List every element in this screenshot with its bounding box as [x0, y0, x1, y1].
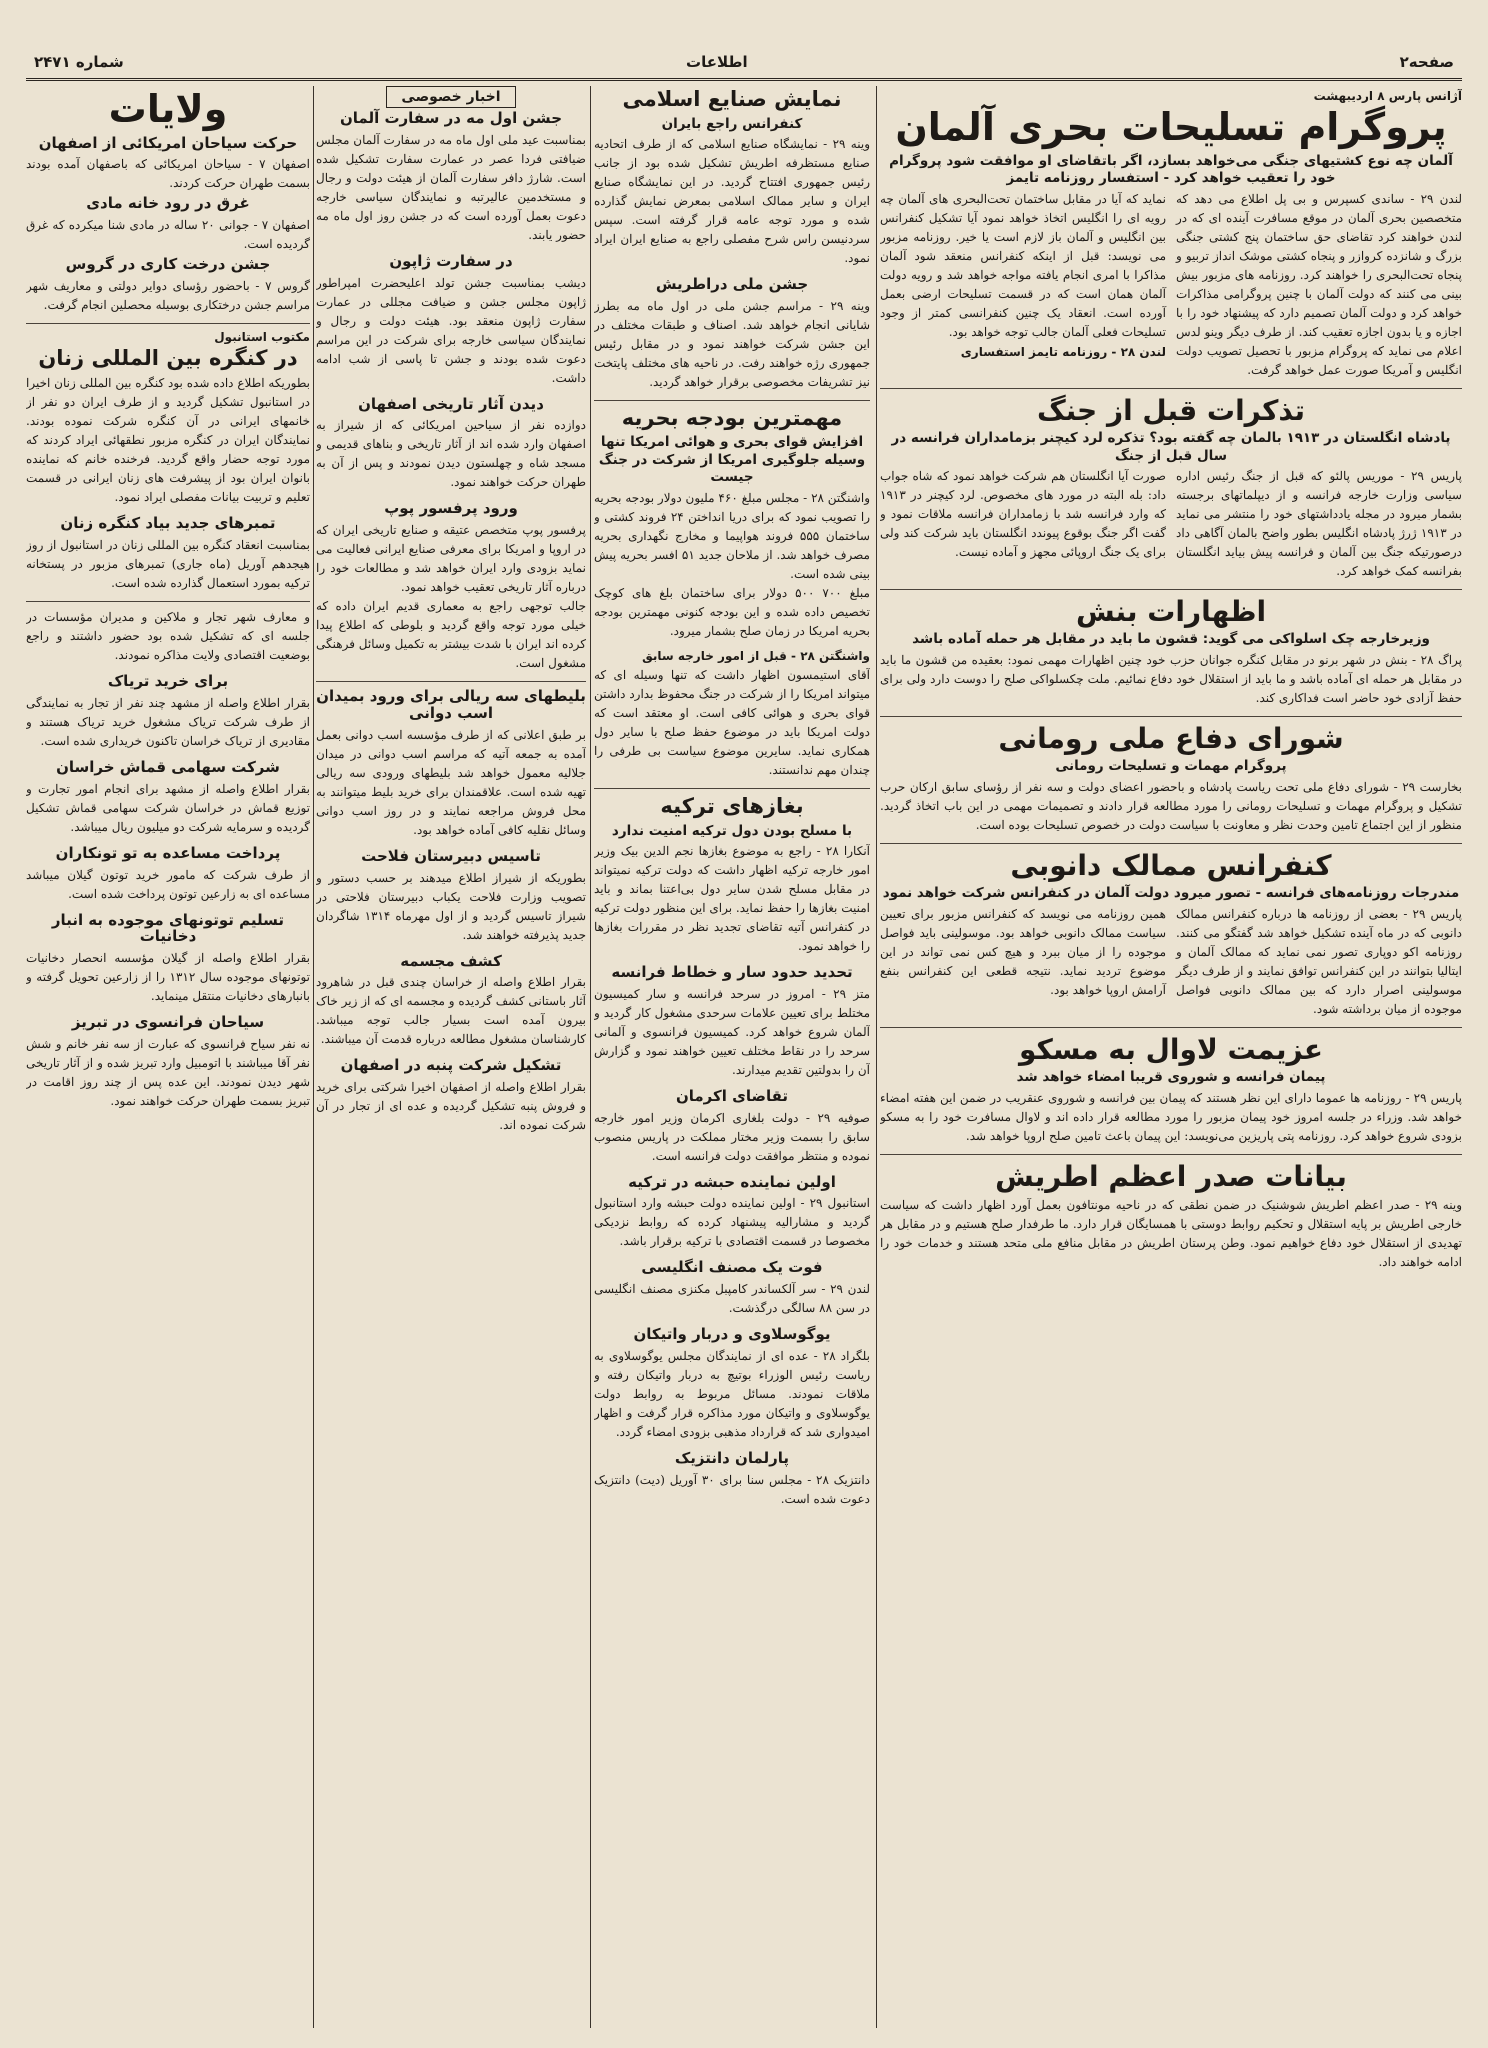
headline: تذکرات قبل از جنگ — [1036, 393, 1306, 427]
article-columns — [880, 467, 1462, 581]
headline: در سفارت ژاپون — [389, 251, 513, 270]
article-romania — [880, 723, 1462, 835]
subheadline: وزیرخارجه چک اسلواکی می گوید: قشون ما باید در مقابل هر حمله آماده باشد — [912, 631, 1430, 648]
article-body: نماید که آیا در مقابل ساختمان تحت‌البحری های آلمان چه رویه ای را انگلیس اتخاذ خواهد نمود آیا تشکیل کنفرانس بین انگلیس و آلمان باز لازم است یا خیر. روزنامه مزبور می نویسد: قبل از اینکه کنفرانس منعقد شود آلمان مذاکرا با امری انجام یافته مواجه خواهد شد و رویه دولت آلمان همان است که در قسمت تسلیحات ارضی بعمل آورده است. انعقاد یک چنین کنفرانسی کمتر از وجود تسلیحات فعلی آلمان جالب توجه خواهد بود. — [880, 191, 1166, 339]
article-body: دانتزیک ۲۸ - مجلس سنا برای ۳۰ آوریل (دیت) دانتزیک دعوت شده است. — [594, 1472, 870, 1506]
article-obituary — [594, 1259, 870, 1318]
article-straits — [594, 795, 870, 956]
article-body: وینه ۲۹ - نمایشگاه صنایع اسلامی که از طرف اتحادیه صنایع مستظرفه اطریش تشکیل شده بود از جانب رئیس جمهوری افتتاح گردید. در این نمایشگاه صنایع ایران و سایر ممالک اسلامی بمعرض نمایش گذارده شده و مورد توجه عامه قرار گرفته است. سپس سردنیسن راس شرح مفصلی راجع به صنایع ایران ایراد نمود. — [594, 137, 870, 266]
article-german-embassy — [316, 110, 586, 245]
article-horse-race — [316, 688, 586, 840]
article-body: دوازده نفر از سیاحین امریکائی که از شیراز به اصفهان وارد شده اند از آثار تاریخی و بناهای قدیمی و مسجد شاه و چهلستون دیدن نمودند و پس از آن به طهران حرکت خواهند نمود. — [316, 418, 586, 490]
headline: جشن درخت کاری در گروس — [65, 255, 271, 274]
column-rule — [590, 86, 591, 2028]
article-body: پرفسور پوپ متخصص عتیقه و صنایع تاریخی ایران که در اروپا و امریکا برای معرفی صنایع ایرانی فعالیت می نماید بزودی وارد ایران خواهد شد و مطالعات خود را درباره آثار تاریخی تعقیب خواهد نمود. — [316, 523, 586, 595]
newspaper-name: اطلاعات — [686, 53, 748, 71]
article-opium — [26, 673, 310, 751]
article-body: دیشب بمناسبت جشن تولد اعلیحضرت امپراطور ژاپون مجلس جشن و ضیافت مجللی در عمارت سفارت ژاپون منعقد بود. هیئت دولت و رجال و نمایندگان سیاسی خارجه برای شرکت در این مراسم دعوت شده بودند و جشن تا پاسی از شب ادامه داشت. — [316, 275, 586, 385]
subheadline: پادشاه انگلستان در ۱۹۱۳ بالمان چه گفته بود؟ تذکره لرد کیچنر بزمامداران فرانسه در سال قبل از جنگ — [891, 430, 1451, 464]
headline: برای خرید تریاک — [107, 672, 229, 691]
divider — [880, 1027, 1462, 1028]
article-danzig — [594, 1450, 870, 1509]
article-body: اصفهان ۷ - سیاحان امریکائی که باصفهان آمده بودند بسمت طهران حرکت کردند. — [26, 157, 310, 191]
issue-number: شماره ۲۴۷۱ — [34, 53, 124, 71]
headline: شرکت سهامی قماش خراسان — [56, 758, 280, 777]
article-body: پراگ ۲۸ - بنش در شهر برنو در مقابل کنگره جوانان حزب خود چنین اظهارات مهمی نمود: بعقیده من قشون ما باید در مقابل هر حمله ای آماده باشد و ما باید از استقلال خود دفاع نمائیم. ملت چکسلواکی صلح را دوست دارد ولی برای حفظ آزادی خود حاضر است فداکاری کند. — [880, 653, 1462, 705]
article-body: آقای استیمسون اظهار داشت که تنها وسیله ای که میتواند امریکا را از شرکت در جنگ محفوظ بدارد داشتن قوای بحری و هوائی کافی است. او معتقد است که دولت امریکا باید در موضوع حفظ صلح با سایر دول همکاری نماید. سایرین موضوع سیاست بی طرفی را چندان مهم ندانستند. — [594, 668, 870, 778]
headline: فوت یک مصنف انگلیسی — [641, 1258, 823, 1277]
article-body: بخارست ۲۹ - شورای دفاع ملی تحت ریاست پادشاه و باحضور اعضای دولت و سه نفر از رؤسای سابق ارکان حرب تشکیل و پروگرام مهمات و تسلیحات رومانی را مورد مطالعه قرار دادند و تصمیمات مهمی در این باب اتخاذ گردید. منظور از این اجتماع تامین وحدت نظر و معاونت با سیاست دولت در خصوص تسلیحات بوده است. — [880, 779, 1462, 832]
article-japan-embassy — [316, 253, 586, 388]
article-body: اصفهان ۷ - جوانی ۲۰ ساله در مادی شنا میکرده که غرق گردیده است. — [26, 218, 310, 252]
headline: مهمترین بودجه بحریه — [621, 405, 843, 430]
article-body: بقرار اطلاع واصله از مشهد برای انجام امور تجارت و توزیع قماش در خراسان شرکت سهامی قماش تشکیل گردیده و سرمایه شرکت دو میلیون ریال میباشد. — [26, 781, 310, 834]
headline: عزیمت لاوال به مسکو — [1018, 1032, 1324, 1066]
divider — [880, 843, 1462, 844]
divider — [26, 323, 310, 324]
article-body: جالب توجهی راجع به معماری قدیم ایران داده که خیلی مورد توجه واقع گردید و بلوطی که اطلاع پیدا کرده اند ایران با شدت بیشتر به تکمیل وسائل فرهنگی مشغول است. — [316, 599, 586, 671]
column-rule — [876, 86, 877, 2028]
headline: بیانات صدر اعظم اطریش — [995, 1159, 1347, 1193]
headline: کشف مجسمه — [400, 951, 502, 970]
column-3 — [316, 86, 586, 2028]
dateline: واشنگتن ۲۸ - قبل از امور خارجه سابق — [642, 649, 870, 664]
article-body: بقرار اطلاع واصله از مشهد چند نفر از تجار به نمایندگی از طرف شرکت تریاک مشغول خرید تریاک هستند و مقادیری از تریاک خراسان تاکنون خریداری شده است. — [26, 696, 310, 749]
headline: یوگوسلاوی و دربار واتیکان — [633, 1325, 831, 1344]
subheadline: افزایش قوای بحری و هوائی امریکا تنها وسیله جلوگیری امریکا از شرکت در جنگ جیست — [598, 434, 866, 486]
byline: لندن ۲۸ - روزنامه تایمز استفساری — [960, 344, 1166, 359]
article-cloth-company — [26, 759, 310, 837]
masthead — [26, 50, 1462, 81]
article-body: بقرار اطلاع واصله از خراسان چندی قبل در شاهرود آثار باستانی کشف گردیده و مجسمه ای که از زیر خاک بیرون آمده است بسیار جالب توجه میباشد. کارشناسان مشغول مطالعه درباره قدمت آن میباشند. — [316, 975, 586, 1047]
headline: کنفرانس ممالک دانوبی — [1010, 848, 1332, 882]
subheadline: پروگرام مهمات و تسلیحات رومانی — [1055, 758, 1287, 775]
divider — [594, 400, 870, 401]
divider — [26, 601, 310, 602]
article-tabriz-tourists — [26, 1014, 310, 1111]
article-body: بطوریکه از شیراز اطلاع میدهند بر حسب دستور و تصویب وزارت فلاحت یکباب دبیرستان فلاحتی در شیراز تاسیس گردید و از اول مهرماه ۱۳۱۴ شاگردان جدید پذیرفته خواهند شد. — [316, 870, 586, 942]
column-2 — [594, 86, 870, 2028]
divider — [880, 1154, 1462, 1155]
headline: تسلیم توتونهای موجوده به انبار دخانیات — [51, 910, 285, 946]
article-body: بطوریکه اطلاع داده شده بود کنگره بین المللی زنان اخیرا در استانبول تشکیل گردید و از طرف ایران دو نفر از خانمهای ایرانی در آن کنگره شرکت نموده بودند. نمایندگان ایران در کنگره مزبور نطقهائی ایراد کردند که مورد توجه حضار واقع گردید. فرخنده خانم که نماینده بانوان ایران بود از پیشرفت های زنان ایرانی در قسمت تعلیم و تربیت بیانات مفصلی ایراد نمود. — [26, 376, 310, 505]
article-body: لندن ۲۹ - ساندی کسپرس و بی پل اطلاع می دهد که متخصصین بحری آلمان در موقع مسافرت آینده ای که در لندن خواهند کرد تقاضای حق ساختمان پنج کشتی جنگی بزرگ و شانزده کروازر و پنجاه کشتی موشک انداز تربیو و پنجاه تحت‌البحری را خواهند کرد. روزنامه های مزبور بیش بینی می کنند که دولت آلمان با چنین پروگرامی مذاکرات خواهد کرد و دولت آلمان تصمیم دارد که پیشنهاد خود را با اجازه و یا بدون اجازه تعقیب کند. از طرف دیگر وینو لدس اعلام می نماید که پروگرام مزبور با تحصیل تصویب دولت انگلیس و آمریکا صورت عمل خواهد گرفت. — [1176, 191, 1462, 377]
subheadline: مندرجات روزنامه‌های فرانسه - تصور میرود دولت آلمان در کنفرانس شرکت خواهد نمود — [882, 885, 1460, 902]
agency-line: آژانس پارس ۸ اردیبهشت — [1313, 89, 1462, 103]
article-body: صورت آیا انگلستان هم شرکت خواهد نمود که شاه جواب داد: بله البته در مورد های مخصوص. لرد کیچنر در ۱۹۱۳ که وارد فرانسه شد با زمامداران فرانسه ملاقات نمود و گفت اگر جنگ بوقوع پیوندد انگلستان باید شرکت کند ولی برای یک جنگ اروپائی مجهز و آماده نیست. — [880, 469, 1166, 560]
headline: پروگرام تسلیحات بحری آلمان — [895, 105, 1447, 149]
article-tobacco-advance — [26, 845, 310, 904]
article-body: و معارف شهر تجار و ملاکین و مدیران مؤسسات در جلسه ای که تشکیل شده بود حضور داشتند و راجع بوضعیت اقتصادی ولایت مذاکره نمودند. — [26, 610, 310, 663]
article-stimson — [594, 649, 870, 780]
article-stamps — [26, 515, 310, 593]
article-body: بلگراد ۲۸ - عده ای از نمایندگان مجلس یوگوسلاوی به ریاست رئیس الوزراء بوتیچ به دربار واتیکان رفته و ملاقات نمودند. مسائل مربوط به روابط دولت یوگوسلاوی و واتیکان مورد مذاکره قرار گرفت و اظهار امیدواری شد که قرارداد مذهبی بزودی امضاء گردد. — [594, 1349, 870, 1440]
article-columns — [880, 190, 1462, 380]
article-body: صوفیه ۲۹ - دولت بلغاری اکرمان وزیر امور خارجه سابق را بسمت وزیر مختار مملکت در پاریس منصوب نموده و منتظر موافقت دولت فرانسه است. — [594, 1110, 870, 1163]
headline: دیدن آثار تاریخی اصفهان — [358, 394, 544, 413]
article-body: پاریس ۲۹ - بعضی از روزنامه ها درباره کنفرانس ممالک دانوبی که در ماه آینده تشکیل خواهد شد گفتگو می کنند. روزنامه اکو دوپاری تصور نمی نماید که ممالک آلمان و ایتالیا بتوانند در این کنفرانس توافق نمایند و از طرف دیگر موسولینی اصرار دارد که بین ممالک دانوبی فواصل موجوده از میان برداشته شود. — [1176, 906, 1462, 1016]
article-ethiopia — [594, 1174, 870, 1252]
article-pope — [316, 500, 586, 673]
article-columns — [880, 905, 1462, 1019]
article-body: آنکارا ۲۸ - راجع به موضوع بغازها نجم الدین بیک وزیر امور خارجه ترکیه اظهار داشت که دولت ترکیه نمیتواند در مقابل مسلح شدن سایر دول بی‌اعتنا بماند و باید امنیت بغازها را حفظ نماید. برای این منظور دولت ترکیه در کنفرانس آتیه تقاضای تجدید نظر در مقررات بغازها را خواهد نمود. — [594, 844, 870, 954]
article-body: مبلغ ۷۰۰ ۵۰۰ دولار برای ساختمان بلغ های کوچک تخصیص داده شده و این بودجه کنونی مهمترین بودجه بحریه امریکا در زمان صلح بشمار میرود. — [594, 586, 870, 639]
subheadline: پیمان فرانسه و شوروی قریبا امضاء خواهد شد — [1016, 1069, 1326, 1086]
article-isfahan-visit — [316, 396, 586, 493]
article-body: پاریس ۲۹ - روزنامه ها عموما دارای این نظر هستند که پیمان بین فرانسه و شوروی عنقریب در ضمن این هفته امضاء خواهد شد. وزراء در جلسه امروز خود پیمان مزبور را مورد مطالعه قرار داده اند و لاوال مسافرت خود را به مسکو بزودی شروع خواهد کرد. روزنامه پتی پاریزین می‌نویسد: این پیمان باعث تامین صلح اروپا خواهد شد. — [880, 1090, 1462, 1143]
headline: تحدید حدود سار و خطاط فرانسه — [611, 963, 853, 982]
section-title: ولایات — [108, 87, 228, 131]
article-body: بمناسبت انعقاد کنگره بین المللی زنان در استانبول از روز هیجدهم آوریل (ماه جاری) تمبرهای مزبور در پستخانه ترکیه بمورد استعمال گذارده شده است. — [26, 538, 310, 591]
headline: سیاحان فرانسوی در تبریز — [71, 1013, 265, 1032]
article-body: از طرف شرکت که مامور خرید توتون گیلان میباشد مساعده ای به زارعین توتون پرداخت شده است. — [26, 867, 310, 901]
subheadline: آلمان چه نوع کشتیهای جنگی می‌خواهد بسازد، اگر باتقاضای او موافقت شود پروگرام خود را تعقیب خواهد کرد - استفسار روزنامه تایمز — [889, 152, 1453, 187]
article-body: بمناسبت عید ملی اول ماه مه در سفارت آلمان مجلس ضیافتی فردا عصر در عمارت سفارت تشکیل شده است. شارژ دافر سفارت آلمان از هیئت دولت و رجال و مستخدمین عالیرتبه و نمایندگان سیاسی خارجه دعوت بعمل آورده است که در جشن روز اول ماه مه حضور یابند. — [316, 132, 586, 242]
article-navy-budget — [594, 407, 870, 641]
article-body: نه نفر سیاح فرانسوی که عبارت از سه نفر خانم و شش نفر آقا میباشند با اتومبیل وارد تبریز شده و از آثار تاریخی شهر دیدن نمودند. این عده پس از چند روز اقامت در تبریز بسمت طهران حرکت خواهند نمود. — [26, 1037, 310, 1109]
divider — [594, 788, 870, 789]
article-saar-border — [594, 964, 870, 1080]
article-islamic-arts — [594, 88, 870, 268]
headline: جشن اول مه در سفارت آلمان — [339, 109, 563, 127]
article-body: استانبول ۲۹ - اولین نماینده دولت حبشه وارد استانبول گردید و مشارالیه پیشنهاد کرده که روابط نزدیکی مخصوصا در قسمت اقتصادی با ترکیه برقرار باشد. — [594, 1196, 870, 1249]
article-body: بر طبق اعلانی که از طرف مؤسسه اسب دوانی بعمل آمده به جمعه آتیه که مراسم اسب دوانی در میدان جلالیه معمول خواهد شد بلیطهای ورودی سه ریالی تهیه شده است. علاقمندان برای خرید بلیط میتوانند به محل فروش مراجعه نمایند و در روز اسب دوانی وسائل نقلیه کافی آماده خواهد بود. — [316, 727, 586, 837]
column-4 — [26, 86, 310, 2028]
section-provinces — [26, 88, 310, 315]
page-number: صفحه۲ — [1399, 53, 1454, 71]
article-laval — [880, 1034, 1462, 1146]
headline: پرداخت مساعده به تو تونکاران — [55, 843, 281, 862]
article-body: وینه ۲۹ - مراسم جشن ملی در اول ماه مه بطرز شایانی انجام خواهد شد. اصناف و طبقات مختلف در این جشن شرکت خواهند نمود و در مقابل رئیس جمهوری رژه خواهند رفت. در ناحیه های مختلف پایتخت نیز تشریفات مخصوصی برقرار خواهد گردید. — [594, 298, 870, 389]
article-danube — [880, 850, 1462, 1019]
headline: تقاضای اکرمان — [675, 1086, 789, 1105]
subheadline: با مسلح بودن دول ترکیه امنیت ندارد — [611, 822, 853, 839]
headline: تاسیس دبیرستان فلاحت — [361, 846, 541, 865]
divider — [880, 388, 1462, 389]
section-label: مکتوب استانبول — [214, 329, 310, 344]
section-label: اخبار خصوصی — [386, 86, 515, 108]
article-agri-school — [316, 848, 586, 945]
article-body: واشنگتن ۲۸ - مجلس مبلغ ۴۶۰ ملیون دولار بودجه بحریه را تصویب نمود که برای دریا انداختن ۲۴ فروند کشتی و ساختمان ۵۵۵ فروند هواپیما و مخارج نگهداری بحریه مصرف خواهد شد. از ملاحان جدید ۵۱ افسر بحریه پیش بینی شده است. — [594, 491, 870, 582]
subheadline: کنفرانس راجع بایران — [661, 115, 803, 132]
headline: اظهارات بنش — [1075, 595, 1267, 629]
article-tobacco-warehouse — [26, 912, 310, 1007]
headline: تشکیل شرکت پنبه در اصفهان — [340, 1056, 562, 1075]
article-notables — [26, 608, 310, 665]
headline: نمایش صنایع اسلامی — [622, 87, 842, 111]
headline: در کنگره بین المللی زنان — [38, 345, 298, 370]
article-women-congress — [26, 330, 310, 508]
article-body: پاریس ۲۹ - موریس پالئو که قبل از جنگ رئیس اداره سیاسی وزارت خارجه فرانسه و از دیپلماتهای برجسته بشمار میرود در مجله یادداشتهای خود را منتشر می نماید در ۱۹۱۳ ژرژ پادشاه انگلیس بطور واضح بالمان آگاهی داد درصورتیکه جنگ بین آلمان و فرانسه پیش بیاید انگلستان بفرانسه کمک خواهد کرد. — [1176, 469, 1462, 579]
article-austria-chancellor — [880, 1161, 1462, 1272]
article-body: گروس ۷ - باحضور رؤسای دوایر دولتی و معاریف شهر مراسم جشن درختکاری بوسیله محصلین انجام گرفت. — [26, 278, 310, 312]
article-statue — [316, 953, 586, 1050]
headline: بغازهای ترکیه — [660, 794, 804, 819]
headline: اولین نماینده حبشه در ترکیه — [628, 1172, 836, 1191]
column-1 — [880, 86, 1462, 2028]
headline: بلیطهای سه ریالی برای ورود بمیدان اسب دوانی — [316, 687, 586, 722]
article-body: همین روزنامه می نویسد که کنفرانس مزبور برای تعیین سیاست ممالک دانوبی خواهد بود. موسولینی باید فواصل موجوده را از میان ببرد و هیچ کس نمی تواند در این موضوع تردید نماید. نتیجه قطعی این کنفرانس بنفع آرامش اروپا خواهد بود. — [880, 906, 1166, 997]
headline: غرق در رود خانه مادی — [86, 194, 250, 213]
headline: حرکت سیاحان امریکائی از اصفهان — [38, 133, 298, 152]
article-body: متز ۲۹ - امروز در سرحد فرانسه و سار کمیسیون مختلط برای تعیین علامات سرحدی مشغول کار گردید و آلمان شروع خواهد کرد. کمیسیون فرانسوی و آلمانی سرحد را در نقاط مختلف تعیین خواهند نمود و گزارش آن را بدولتین تقدیم میدارند. — [594, 986, 870, 1077]
article-austria-holiday — [594, 276, 870, 392]
headline: جشن ملی دراطریش — [655, 275, 809, 294]
headline: ورود پرفسور پوپ — [384, 499, 518, 518]
article-benes — [880, 596, 1462, 708]
headline: تمبرهای جدید بیاد کنگره زنان — [60, 514, 276, 533]
article-body: لندن ۲۹ - سر آلکساندر کامپبل مکنزی مصنف انگلیسی در سن ۸۸ سالگی درگذشت. — [594, 1282, 870, 1316]
article-german-naval — [880, 106, 1462, 380]
article-vatican — [594, 1326, 870, 1442]
article-cotton — [316, 1057, 586, 1135]
divider — [880, 589, 1462, 590]
headline: پارلمان دانتزیک — [674, 1449, 790, 1468]
column-rule — [313, 86, 314, 2028]
article-body: بقرار اطلاع واصله از گیلان مؤسسه انحصار دخانیات توتونهای موجوده سال ۱۳۱۲ را از زارعین تحویل گرفته و بانبارهای دخانیات منتقل مینماید. — [26, 951, 310, 1004]
headline: شورای دفاع ملی رومانی — [998, 722, 1344, 755]
article-prewar — [880, 395, 1462, 581]
article-body: وینه ۲۹ - صدر اعظم اطریش شوشنیک در ضمن نطقی که در ناحیه مونتافون بعمل آورد اظهار داشت که سیاست خارجی اطریش بر پایه استقلال و تحکیم روابط دوستی با همسایگان قرار دارد. ما طرفدار صلح هستیم و در مقابل هر تهدیدی از استقلال خود دفاع خواهیم نمود. وطن پرستان اطریش در مقابل منافع ملی متحد هستند و خدمات خود را ادامه خواهند داد. — [880, 1198, 1462, 1270]
divider — [880, 716, 1462, 717]
article-ackerman — [594, 1088, 870, 1166]
article-body: بقرار اطلاع واصله از اصفهان اخیرا شرکتی برای خرید و فروش پنبه تشکیل گردیده و عده ای از تجار در آن شرکت نموده اند. — [316, 1080, 586, 1133]
divider — [316, 681, 586, 682]
